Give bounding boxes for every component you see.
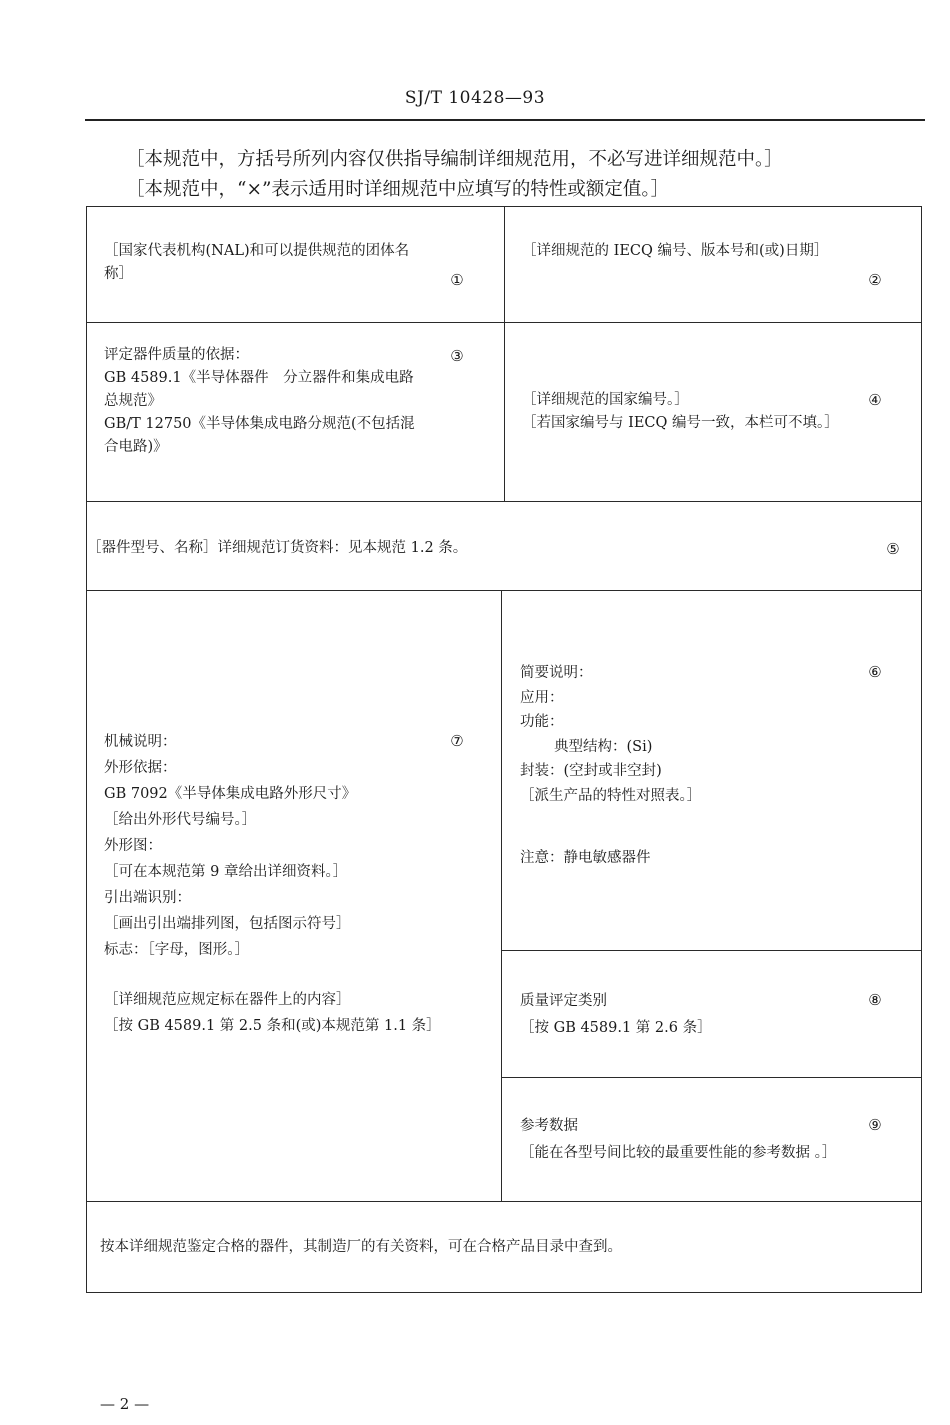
circled-number-4: ④ xyxy=(868,391,882,409)
page-number: — 2 — xyxy=(100,1395,150,1413)
circled-number-8: ⑧ xyxy=(868,991,882,1009)
cell-line: 典型结构：(Si) xyxy=(554,738,653,755)
cell-line: ［画出引出端排列图，包括图示符号］ xyxy=(104,916,351,932)
cell-nal-organization xyxy=(104,240,409,286)
cell-line: ［按 GB 4589.1 第 2.6 条］ xyxy=(520,1020,712,1036)
cell-line: 评定器件质量的依据： xyxy=(104,347,249,363)
cell-mechanical-description xyxy=(104,729,441,1039)
cell-line: ［国家代表机构(NAL)和可以提供规范的团体名 xyxy=(104,243,410,259)
circled-number-2: ② xyxy=(868,271,882,289)
cell-line: ［详细规范应规定标在器件上的内容］ xyxy=(104,992,351,1008)
cell-line: 质量评定类别 xyxy=(520,993,607,1009)
table-divider xyxy=(504,206,505,501)
cell-line: GB 7092《半导体集成电路外形尺寸》 xyxy=(104,786,357,802)
cell-line: ［器件型号、名称］详细规范订货资料：见本规范 1.2 条。 xyxy=(87,540,468,556)
cell-line: 外形依据： xyxy=(104,760,177,776)
circled-number-5: ⑤ xyxy=(886,540,900,558)
cell-line: 注意：静电敏感器件 xyxy=(520,850,651,866)
circled-number-6: ⑥ xyxy=(868,663,882,681)
cell-line: ［详细规范的国家编号。］ xyxy=(522,392,689,408)
table-divider xyxy=(86,322,922,323)
circled-number-3: ③ xyxy=(450,347,464,365)
note-brackets: ［本规范中，方括号所列内容仅供指导编制详细规范用，不必写进详细规范中。］ xyxy=(126,149,783,170)
circled-number-7: ⑦ xyxy=(450,732,464,750)
cell-line: 按本详细规范鉴定合格的器件，其制造厂的有关资料，可在合格产品目录中查到。 xyxy=(100,1239,622,1255)
cell-line: ［能在各型号间比较的最重要性能的参考数据 。］ xyxy=(520,1145,837,1161)
cell-line: 应用： xyxy=(520,689,564,706)
cell-manufacturer-info xyxy=(100,1236,622,1259)
cell-line: ［派生产品的特性对照表。］ xyxy=(520,787,702,804)
circled-number-9: ⑨ xyxy=(868,1116,882,1134)
cell-line: ［详细规范的 IECQ 编号、版本号和(或)日期］ xyxy=(522,243,829,259)
note-cross-mark: ［本规范中，“×”表示适用时详细规范中应填写的特性或额定值。］ xyxy=(126,179,670,200)
cell-line: 称］ xyxy=(104,266,133,282)
cell-line: 总规范》 xyxy=(104,393,162,409)
cell-line: ［按 GB 4589.1 第 2.5 条和(或)本规范第 1.1 条］ xyxy=(104,1018,441,1034)
circled-number-1: ① xyxy=(450,271,464,289)
cell-line xyxy=(104,963,441,987)
table-divider xyxy=(86,590,922,591)
cell-line: 简要说明： xyxy=(520,665,593,681)
table-divider xyxy=(501,950,922,951)
cell-line: 合电路)》 xyxy=(104,439,168,455)
cell-line: 参考数据 xyxy=(520,1118,578,1134)
cell-line: ［给出外形代号编号。］ xyxy=(104,812,257,828)
cell-reference-data xyxy=(520,1113,836,1167)
table-divider xyxy=(86,501,922,502)
cell-ordering-info xyxy=(87,537,467,560)
cell-brief-description xyxy=(520,661,701,871)
document-code: SJ/T 10428—93 xyxy=(404,88,546,108)
cell-line: 外形图： xyxy=(104,838,162,854)
cell-line: GB/T 12750《半导体集成电路分规范(不包括混 xyxy=(104,416,415,432)
cell-line: 引出端识别： xyxy=(104,890,191,906)
cell-line: 封装：(空封或非空封) xyxy=(520,763,662,779)
cell-line: 标志：［字母，图形。］ xyxy=(104,942,249,958)
cell-iecq-number xyxy=(522,240,828,263)
table-divider xyxy=(86,1201,922,1202)
header-rule xyxy=(85,119,925,121)
cell-line: 功能： xyxy=(520,714,564,730)
cell-line: ［可在本规范第 9 章给出详细资料。］ xyxy=(104,864,348,880)
cell-line: 机械说明： xyxy=(104,734,177,750)
cell-line: ［若国家编号与 IECQ 编号一致，本栏可不填。］ xyxy=(522,415,839,431)
table-divider xyxy=(501,1077,922,1078)
cell-quality-basis xyxy=(104,344,415,459)
cell-line xyxy=(520,808,701,846)
cell-line: GB 4589.1《半导体器件 分立器件和集成电路 xyxy=(104,370,414,386)
cell-national-number xyxy=(522,389,839,435)
cell-quality-category xyxy=(520,988,712,1042)
table-divider xyxy=(501,590,502,1201)
